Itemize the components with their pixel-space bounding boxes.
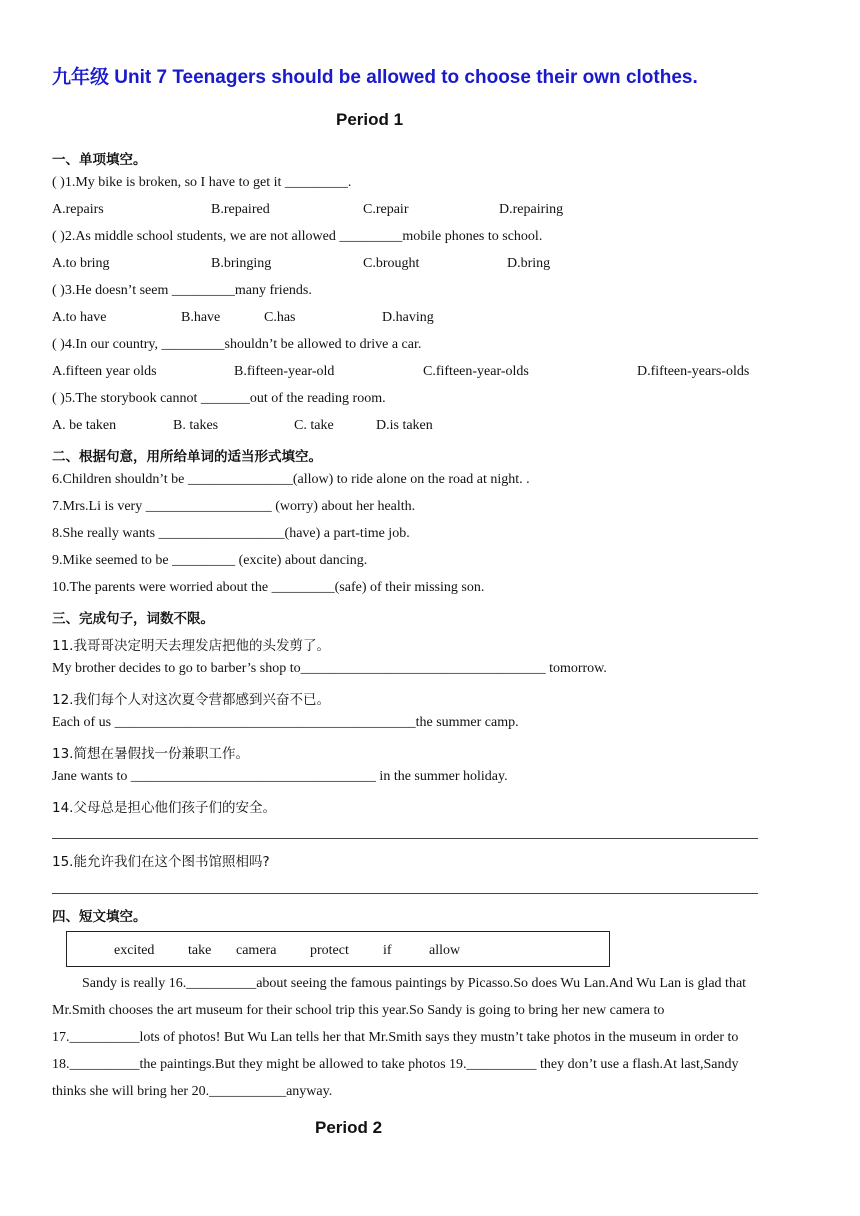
question-stem: ( )3.He doesn’t seem _________many friends.: [52, 283, 312, 298]
fill-line: 7.Mrs.Li is very __________________ (worry) about her health.: [52, 499, 416, 514]
word-bank-item: excited: [114, 943, 155, 958]
option: D.having: [382, 310, 434, 325]
option: B.have: [181, 310, 221, 325]
option: C.brought: [363, 256, 420, 271]
english-sentence: My brother decides to go to barber’s shop to___________________________________ tomorrow.: [52, 661, 607, 676]
passage-line: Mr.Smith chooses the art museum for their school trip this year.So Sandy is going to bring her new camera to: [52, 1003, 665, 1018]
chinese-sentence: 11.我哥哥决定明天去理发店把他的头发剪了。: [52, 638, 330, 654]
question-stem: ( )4.In our country, _________shouldn’t be allowed to drive a car.: [52, 337, 422, 352]
english-sentence: Jane wants to ___________________________________ in the summer holiday.: [52, 769, 508, 784]
option: C.repair: [363, 202, 409, 217]
page-title: 九年级 Unit 7 Teenagers should be allowed to choose their own clothes.: [52, 67, 698, 88]
word-bank-item: if: [383, 943, 392, 958]
option: A.to bring: [52, 256, 110, 271]
section-1-heading: 一、单项填空。: [52, 152, 147, 168]
chinese-sentence: 12.我们每个人对这次夏令营都感到兴奋不已。: [52, 692, 330, 708]
question-stem: ( )2.As middle school students, we are not allowed _________mobile phones to school.: [52, 229, 543, 244]
option: D.repairing: [499, 202, 564, 217]
fill-line: 9.Mike seemed to be _________ (excite) about dancing.: [52, 553, 368, 568]
option: C.fifteen-year-olds: [423, 364, 529, 379]
fill-line: 8.She really wants __________________(have) a part-time job.: [52, 526, 410, 541]
option: A. be taken: [52, 418, 117, 433]
chinese-sentence: 13.简想在暑假找一份兼职工作。: [52, 746, 249, 762]
section-3-heading: 三、完成句子，词数不限。: [52, 611, 214, 627]
option: D.bring: [507, 256, 551, 271]
option: D.is taken: [376, 418, 433, 433]
chinese-sentence: 14.父母总是担心他们孩子们的安全。: [52, 800, 276, 816]
option: A.to have: [52, 310, 107, 325]
section-2-heading: 二、根据句意，用所给单词的适当形式填空。: [52, 449, 322, 465]
option: C. take: [294, 418, 334, 433]
passage-line: Sandy is really 16.__________about seeing the famous paintings by Picasso.So does Wu Lan.And Wu Lan is glad that: [82, 976, 747, 991]
chinese-sentence: 15.能允许我们在这个图书馆照相吗?: [52, 854, 270, 870]
option: B.repaired: [211, 202, 270, 217]
question-stem: ( )1.My bike is broken, so I have to get it _________.: [52, 175, 352, 190]
fill-line: 10.The parents were worried about the _________(safe) of their missing son.: [52, 580, 485, 595]
question-stem: ( )5.The storybook cannot _______out of the reading room.: [52, 391, 386, 406]
answer-line: [52, 893, 758, 894]
option: B. takes: [173, 418, 219, 433]
word-bank-item: take: [188, 943, 212, 958]
word-bank-box: [66, 931, 610, 967]
word-bank-item: camera: [236, 943, 277, 958]
section-4-heading: 四、短文填空。: [52, 909, 147, 925]
fill-line: 6.Children shouldn’t be _______________(allow) to ride alone on the road at night. .: [52, 472, 530, 487]
english-sentence: Each of us ___________________________________________the summer camp.: [52, 715, 519, 730]
word-bank-item: protect: [310, 943, 349, 958]
option: B.fifteen-year-old: [234, 364, 335, 379]
word-bank-item: allow: [429, 943, 461, 958]
option: A.fifteen year olds: [52, 364, 157, 379]
period-1-heading: Period 1: [336, 110, 404, 129]
passage-line: 17.__________lots of photos! But Wu Lan tells her that Mr.Smith says they mustn’t take photos in the museum in order to: [52, 1030, 739, 1045]
option: C.has: [264, 310, 296, 325]
option: D.fifteen-years-olds: [637, 364, 750, 379]
answer-line: [52, 838, 758, 839]
period-2-heading: Period 2: [315, 1118, 383, 1137]
option: B.bringing: [211, 256, 272, 271]
passage-line: 18.__________the paintings.But they might be allowed to take photos 19.__________ they don’t use a flash.At last,Sandy: [52, 1057, 739, 1072]
passage-line: thinks she will bring her 20.___________anyway.: [52, 1084, 333, 1099]
option: A.repairs: [52, 202, 104, 217]
